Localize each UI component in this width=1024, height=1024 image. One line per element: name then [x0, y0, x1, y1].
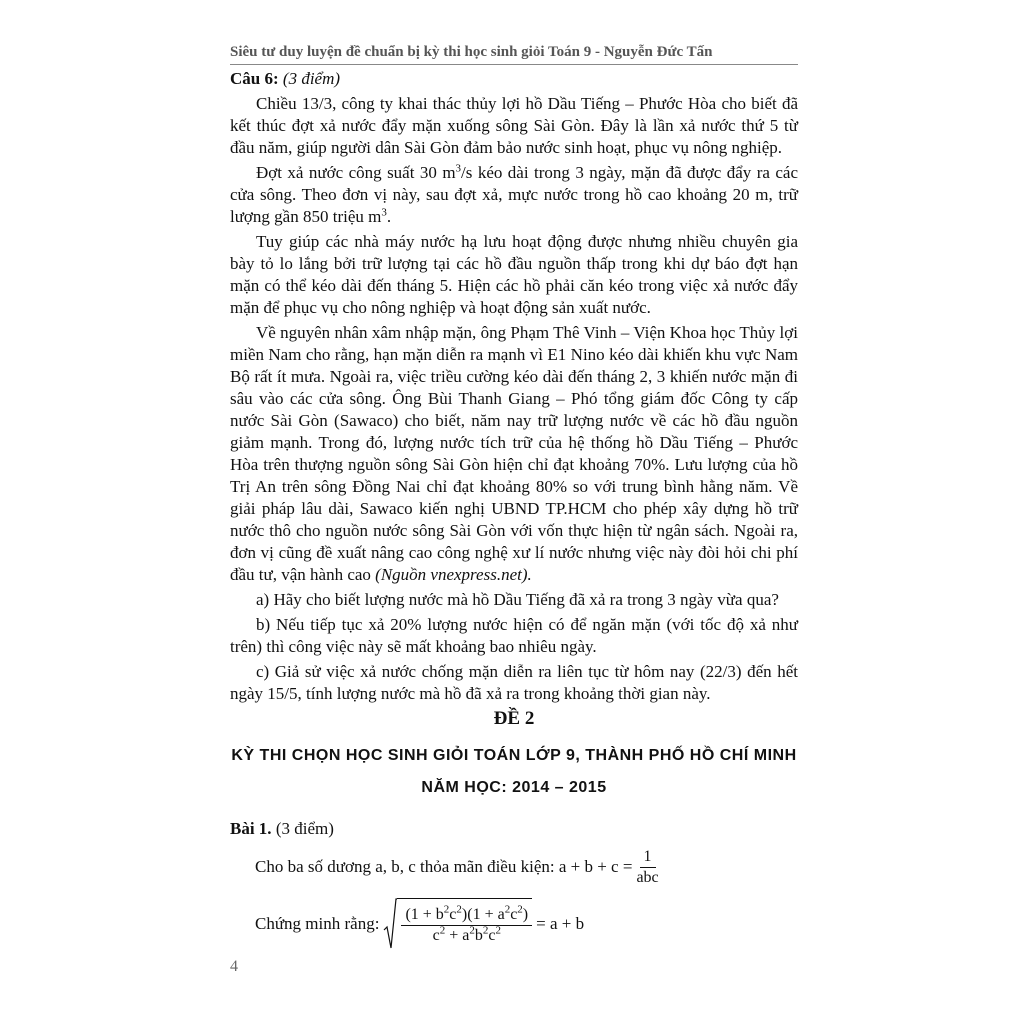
page-number: 4	[230, 958, 238, 975]
p2-part-c: .	[386, 207, 392, 226]
p2-part-b: /s kéo dài trong 3 ngày, mặn đã được đẩy ra các cửa sông. Theo đơn vị này, sau đợt xả, mực nước trong hồ cao khoảng 20 m, trữ lượng gần 850 triệu m	[230, 163, 798, 226]
radicand-fraction	[401, 905, 532, 946]
exam-title-line-1: KỲ THI CHỌN HỌC SINH GIỎI TOÁN LỚP 9, THÀNH PHỐ HỒ CHÍ MINH	[231, 747, 797, 764]
fraction-numerator: 1	[640, 847, 656, 868]
p2-sup: 3	[455, 162, 462, 175]
problem-1-statement	[255, 898, 584, 950]
p2-sup-2: 3	[381, 206, 387, 219]
sub-question-c: c) Giả sử việc xả nước chống mặn diễn ra liên tục từ hôm nay (22/3) đến hết ngày 15/5, tính lượng nước mà hồ đã xả ra trong khoảng thời gian này.	[230, 662, 798, 703]
paragraph-4	[230, 322, 798, 586]
radicand-numerator: $(1 + b^2c^2)(1 + a^2c^2)$	[401, 905, 532, 926]
p4-source: (Nguồn vnexpress.net).	[375, 565, 532, 584]
paragraph-1: Chiều 13/3, công ty khai thác thủy lợi hồ Dầu Tiếng – Phước Hòa cho biết đã kết thúc đợt xả nước đẩy mặn xuống sông Sài Gòn. Đây là lần xả nước thứ 5 từ đầu năm, giúp người dân Sài Gòn đảm bảo nước sinh hoạt, phục vụ nông nghiệp.	[230, 94, 798, 157]
paragraph-2	[230, 162, 798, 228]
condition-fraction	[636, 847, 658, 888]
question-6-heading	[230, 68, 798, 90]
p2-part-a: Đợt xả nước công suất 30 m	[256, 163, 456, 182]
prove-text: Chứng minh rằng:	[255, 914, 380, 933]
question-label: Câu 6:	[230, 69, 279, 88]
question-points: (3 điểm)	[282, 69, 341, 88]
fraction-denominator: abc	[636, 868, 659, 886]
p4-text: Về nguyên nhân xâm nhập mặn, ông Phạm Thê Vinh – Viện Khoa học Thủy lợi miền Nam cho rằng, hạn mặn diễn ra mạnh vì E1 Nino kéo dài khiến khu vực Nam Bộ rất ít mưa. Ngoài ra, việc triều cường kéo dài đến tháng 2, 3 khiến nước mặn đi sâu vào các cửa sông. Ông Bùi Thanh Giang – Phó tổng giám đốc Công ty cấp nước Sài Gòn (Sawaco) cho biết, năm nay trữ lượng nước về các hồ đầu nguồn giảm mạnh. Trong đó, lượng nước tích trữ của hệ thống hồ Dầu Tiếng – Phước Hòa trên thượng nguồn sông Sài Gòn hiện chỉ đạt khoảng 70%. Lưu lượng của hồ Trị An trên sông Đồng Nai chỉ đạt khoảng 80% so với trung bình hằng năm. Về giải pháp lâu dài, Sawaco kiến nghị UBND TP.HCM cho phép xây dựng hồ trữ nước thô cho nguồn nước sông Sài Gòn với vốn thực hiện từ ngân sách. Ngoài ra, đơn vị cũng đề xuất nâng cao công nghệ xư lí nước nhưng việc này đòi hỏi chi phí đầu tư, vận hành cao	[230, 323, 798, 584]
running-header: Siêu tư duy luyện đề chuẩn bị kỳ thi học sinh giỏi Toán 9 - Nguyễn Đức Tấn	[230, 44, 713, 60]
problem-1-points: (3 điểm)	[275, 819, 334, 838]
exam-title-line-2: NĂM HỌC: 2014 – 2015	[421, 779, 607, 796]
question-6-block	[230, 68, 798, 705]
problem-1-label: Bài 1.	[230, 819, 272, 838]
sub-question-b: b) Nếu tiếp tục xả 20% lượng nước hiện có để ngăn mặn (với tốc độ xả như trên) thì công việc này sẽ mất khoảng bao nhiêu ngày.	[230, 615, 798, 656]
header-rule	[230, 64, 798, 65]
exam-set-title: ĐỀ 2	[493, 708, 535, 729]
problem-1-heading	[230, 819, 334, 839]
paragraph-3: Tuy giúp các nhà máy nước hạ lưu hoạt động được nhưng nhiều chuyên gia bày tỏ lo lắng bởi trữ lượng tại các hồ đầu nguồn thấp trong khi dự báo đợt hạn mặn có thể kéo dài đến tháng 5. Hiện các hồ phải căn kéo trong việc xả nước đẩy mặn để phục vụ cho nông nghiệp và hoạt động sản xuất nước.	[230, 232, 798, 317]
radical-sign-icon	[383, 898, 397, 950]
right-hand-side: = a + b	[536, 914, 585, 933]
sub-question-a: a) Hãy cho biết lượng nước mà hồ Dầu Tiếng đã xả ra trong 3 ngày vừa qua?	[256, 590, 779, 609]
square-root-expression	[383, 898, 532, 950]
problem-1-condition	[255, 846, 659, 888]
radicand	[397, 898, 532, 950]
condition-text: Cho ba số dương a, b, c thỏa mãn điều kiện: a + b + c =	[255, 857, 633, 876]
exam-title	[200, 740, 828, 804]
radicand-denominator: $c^2 + a^2b^2c^2$	[432, 924, 501, 944]
